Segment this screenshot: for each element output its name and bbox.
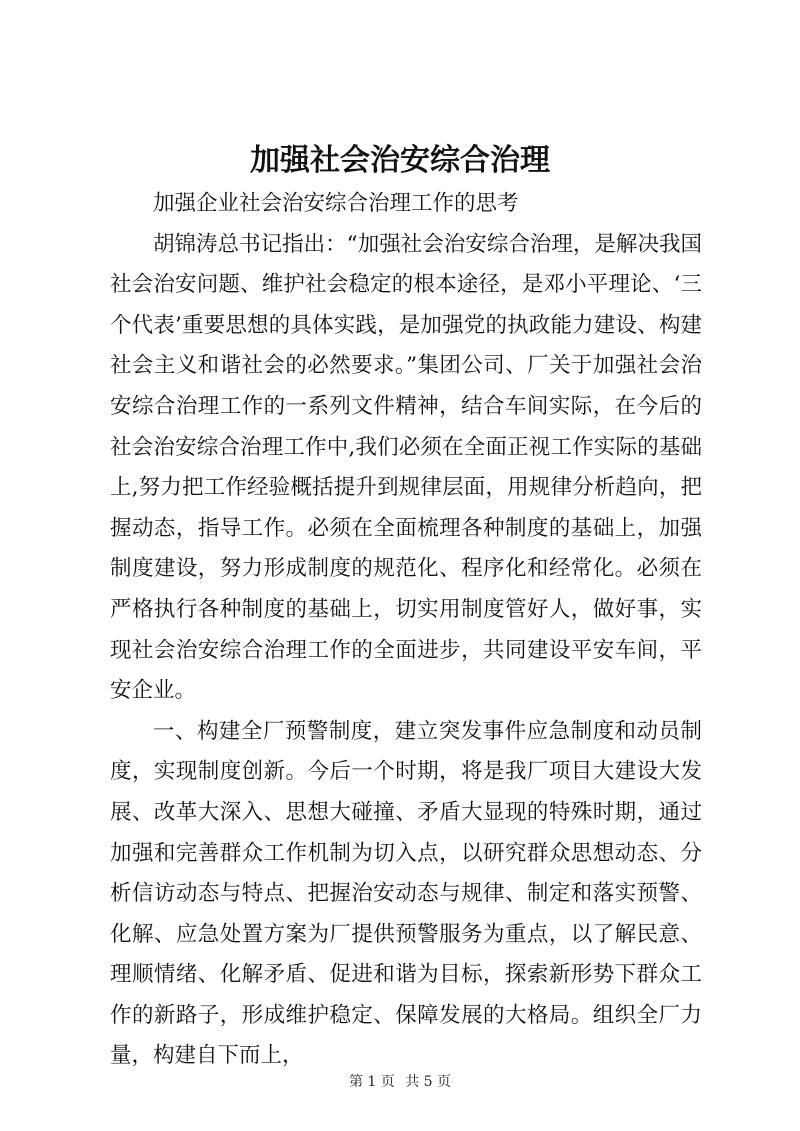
document-body <box>110 184 702 1077</box>
subtitle-paragraph: 加强企业社会治安综合治理工作的思考 <box>153 191 519 216</box>
body-paragraph-quote: 胡锦涛总书记指出：“加强社会治安综合治理，是解决我国社会治安问题、维护社会稳定的根本途径，是邓小平理论、‘三个代表’重要思想的具体实践，是加强党的执政能力建设、构建社会主义和谐社会的必然要求。”集团公司、厂关于加强社会治安综合治理工作的一系列文件精神，结合车间实际，在今后的社会治安综合治理工作中,我们必须在全面正视工作实际的基础上,努力把工作经验概括提升到规律层面，用规律分析趋向，把握动态，指导工作。必须在全面梳理各种制度的基础上，加强制度建设，努力形成制度的规范化、程序化和经常化。必须在严格执行各种制度的基础上，切实用制度管好人，做好事，实现社会治安综合治理工作的全面进步，共同建设平安车间，平安企业。 <box>110 231 702 704</box>
body-paragraph-section-one: 一、构建全厂预警制度，建立突发事件应急制度和动员制度，实现制度创新。今后一个时期，将是我厂项目大建设大发展、改革大深入、思想大碰撞、矛盾大显现的特殊时期，通过加强和完善群众工作机制为切入点，以研究群众思想动态、分析信访动态与特点、把握治安动态与规律、制定和落实预警、化解、应急处置方案为厂提供预警服务为重点，以了解民意、理顺情绪、化解矛盾、促进和谐为目标，探索新形势下群众工作的新路子，形成维护稳定、保障发展的大格局。组织全厂力量，构建自下而上， <box>110 718 702 1069</box>
document-title: 加强社会治安综合治理 <box>250 143 550 178</box>
page-number: 第 1 页 <box>348 1074 395 1090</box>
page-footer <box>0 1072 800 1092</box>
page-total: 共 5 页 <box>405 1074 452 1090</box>
